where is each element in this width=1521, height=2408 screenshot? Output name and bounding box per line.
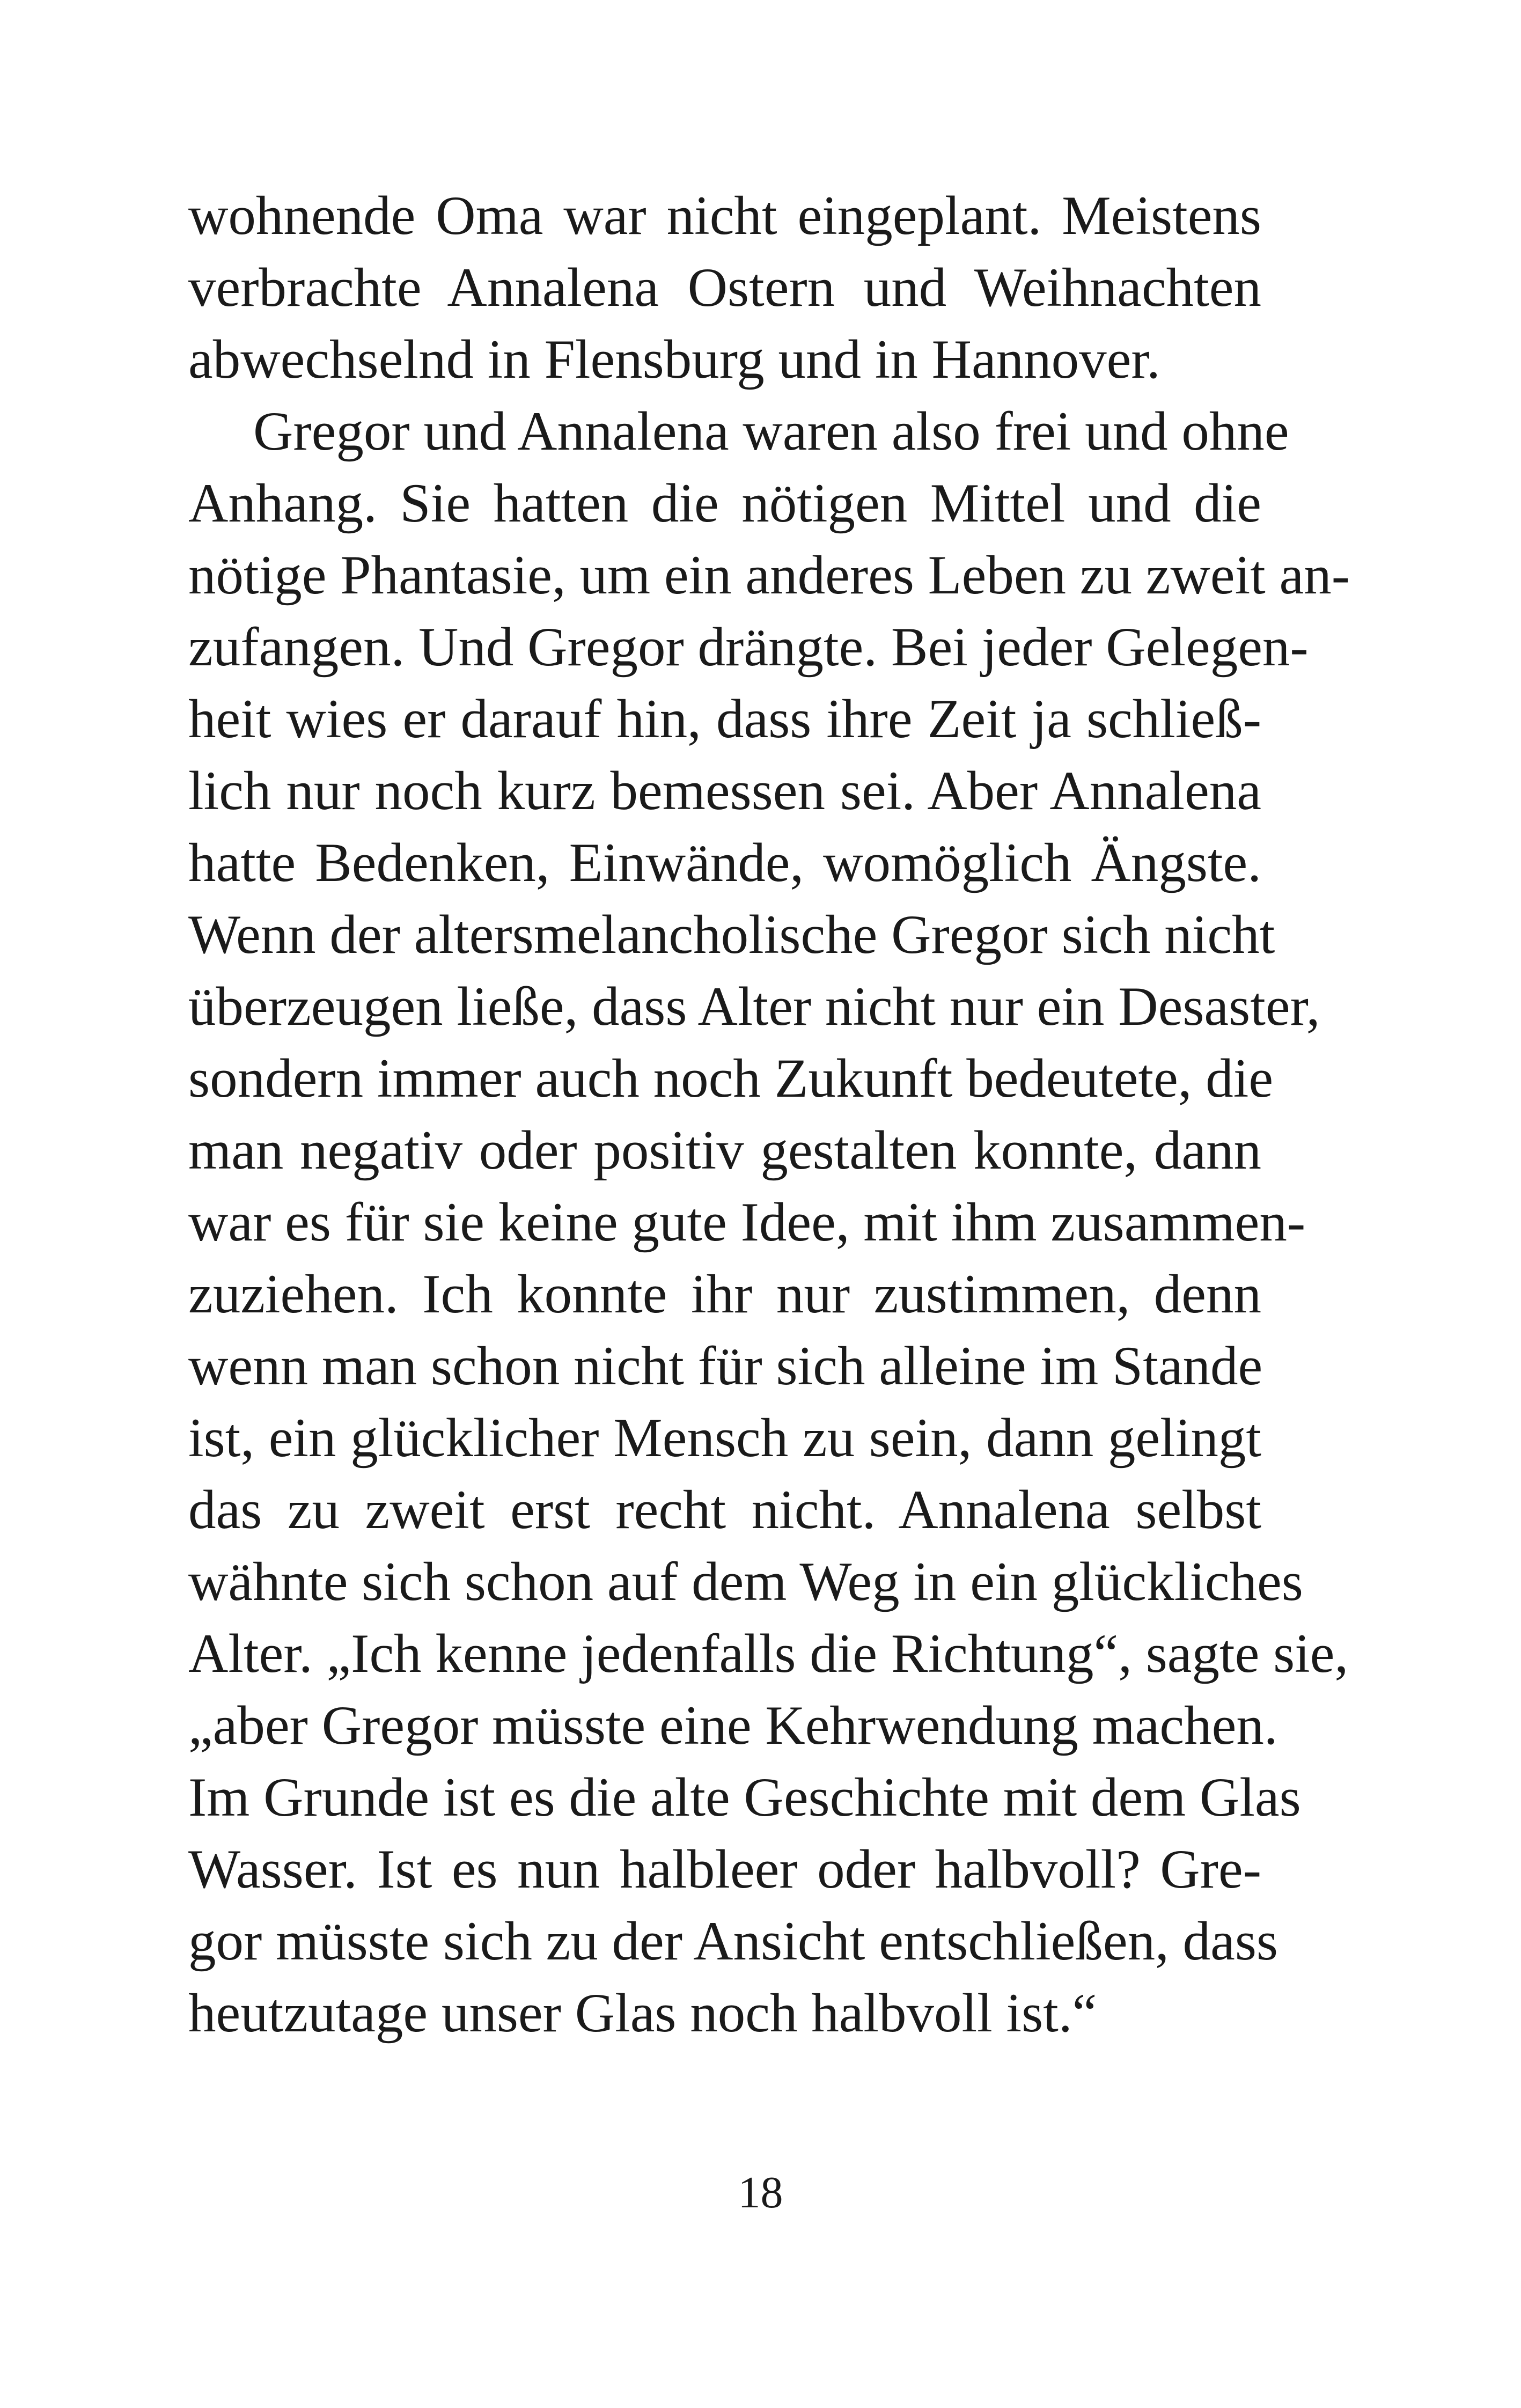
text-line: heutzutage unser Glas noch halbvoll ist.“ [188, 1983, 1097, 2044]
text-line: ist, ein glücklicher Mensch zu sein, dann gelingt [188, 1407, 1261, 1469]
text-line: das zu zweit erst recht nicht. Annalena selbst [188, 1479, 1261, 1540]
text-line: „aber Gregor müsste eine Kehrwendung machen. [188, 1695, 1278, 1756]
text-line: lich nur noch kurz bemessen sei. Aber Annalena [188, 760, 1261, 821]
body-text [188, 180, 1350, 2049]
page-number: 18 [738, 2168, 783, 2218]
text-line: hatte Bedenken, Einwände, womöglich Ängste. [188, 832, 1261, 893]
text-line: wohnende Oma war nicht eingeplant. Meistens [188, 185, 1261, 246]
text-line: Wenn der altersmelancholische Gregor sich nicht [188, 904, 1275, 965]
text-line: abwechselnd in Flensburg und in Hannover. [188, 329, 1160, 390]
text-line: sondern immer auch noch Zukunft bedeutete, die [188, 1048, 1274, 1109]
text-line: heit wies er darauf hin, dass ihre Zeit ja schließ- [188, 688, 1261, 750]
text-line: nötige Phantasie, um ein anderes Leben zu zweit an- [188, 545, 1350, 606]
text-line: verbrachte Annalena Ostern und Weihnachten [188, 257, 1261, 318]
text-line: zufangen. Und Gregor drängte. Bei jeder Gelegen- [188, 616, 1309, 678]
text-line: wenn man schon nicht für sich alleine im Stande [188, 1335, 1263, 1397]
text-line: zuziehen. Ich konnte ihr nur zustimmen, denn [188, 1264, 1261, 1325]
text-line: Wasser. Ist es nun halbleer oder halbvoll? Gre- [188, 1839, 1261, 1900]
text-line: Im Grunde ist es die alte Geschichte mit dem Glas [188, 1767, 1301, 1828]
text-line: Gregor und Annalena waren also frei und ohne [253, 401, 1289, 462]
text-line: wähnte sich schon auf dem Weg in ein glückliches [188, 1551, 1303, 1612]
text-line: gor müsste sich zu der Ansicht entschließen, dass [188, 1911, 1278, 1972]
text-line: man negativ oder positiv gestalten konnte, dann [188, 1120, 1261, 1181]
text-line: Anhang. Sie hatten die nötigen Mittel und die [188, 473, 1261, 534]
text-line: überzeugen ließe, dass Alter nicht nur ein Desaster, [188, 976, 1320, 1037]
text-line: Alter. „Ich kenne jedenfalls die Richtung“, sagte sie, [188, 1623, 1349, 1684]
text-line: war es für sie keine gute Idee, mit ihm zusammen- [188, 1192, 1306, 1253]
